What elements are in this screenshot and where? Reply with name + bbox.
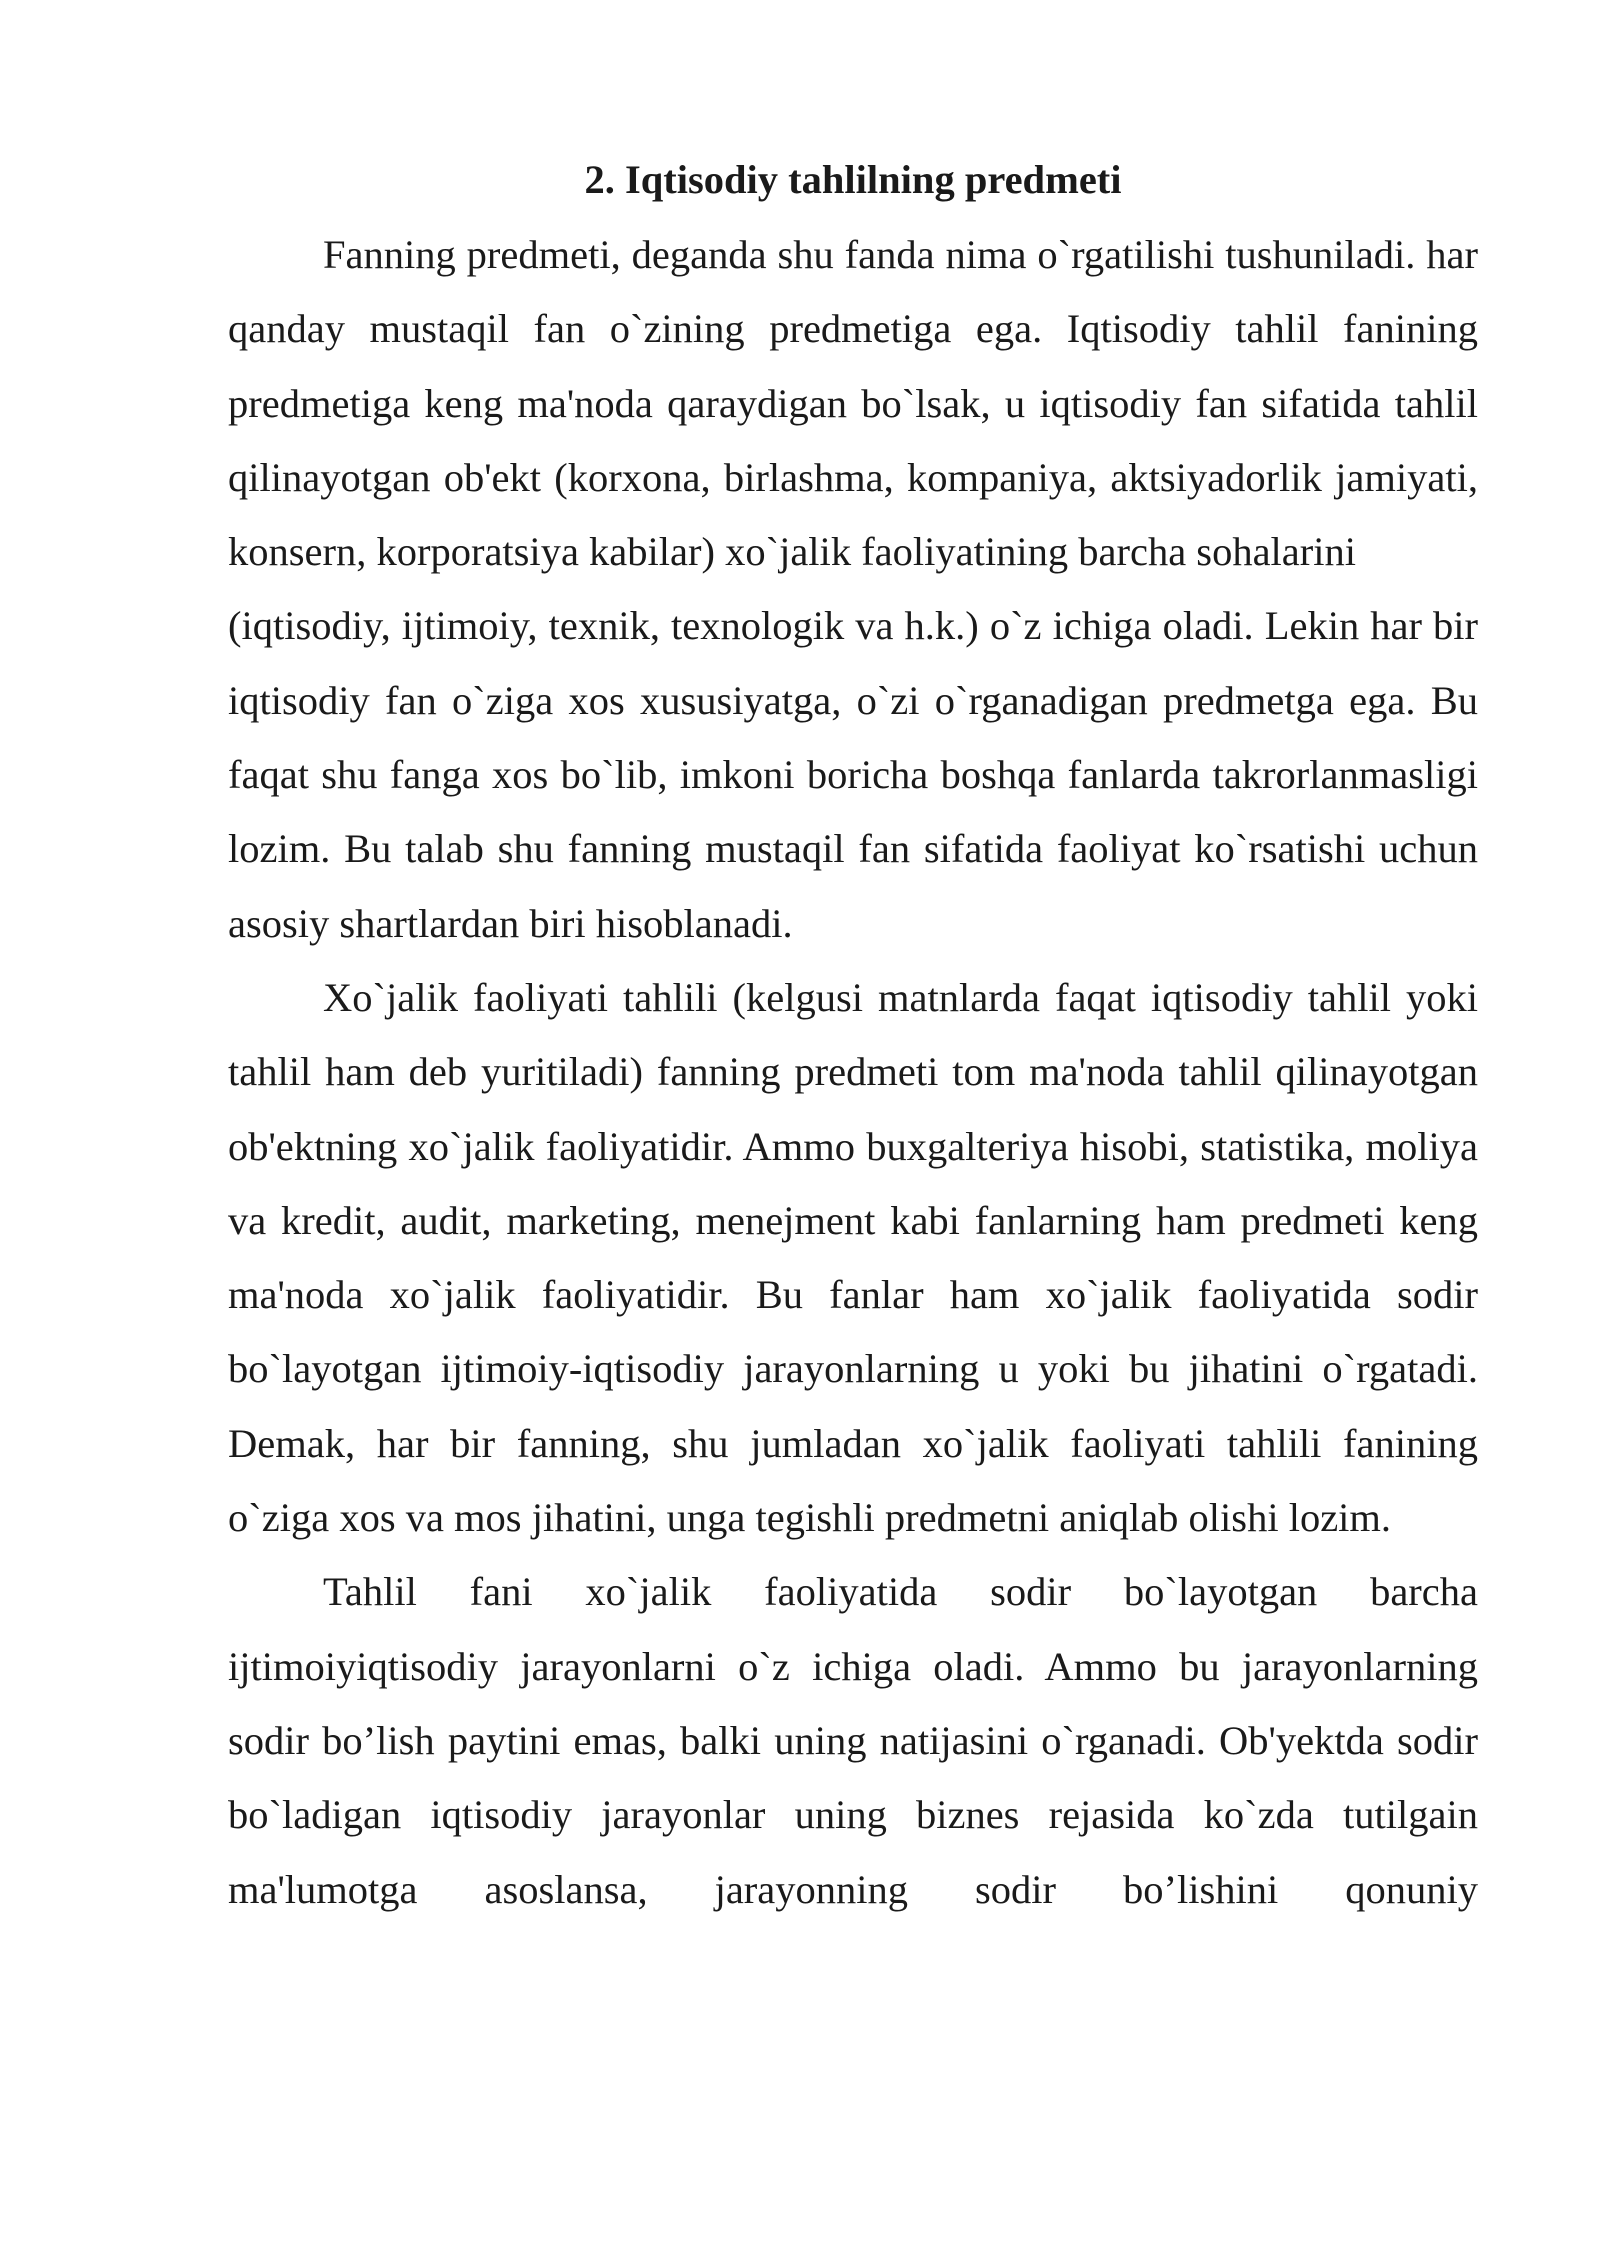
paragraph-4: Tahlil fani xo`jalik faoliyatida sodir bo`layotgan barcha ijtimoiyiqtisodiy jarayonlarni o`z ichiga oladi. Ammo bu jarayonlarning sodir bo’lish paytini emas, balki uning natijasini o`rganadi. Ob'yektda sodir bo`ladigan iqtisodiy jarayonlar uning biznes rejasida ko`zda tutilgain ma'lumotga asoslansa, jarayonning sodir bo’lishini qonuniy [228,1569,1478,1912]
section-title: 2. Iqtisodiy tahlilning predmeti [584,157,1122,202]
paragraph-1: Fanning predmeti, deganda shu fanda nima o`rgatilishi tushuniladi. har qanday mustaqil fan o`zining predmetiga ega. Iqtisodiy tahlil fanining predmetiga keng ma'noda qaraydigan bo`lsak, u iqtisodiy fan sifatida tahlil qilinayotgan ob'ekt (korxona, birlashma, kompaniya, aktsiyadorlik jamiyati, konsern, korporatsiya kabilar) xo`jalik faoliyatining barcha sohalarini [228,232,1478,575]
document-page [228,150,1478,1927]
paragraph-2: (iqtisodiy, ijtimoiy, texnik, texnologik va h.k.) o`z ichiga oladi. Lekin har bir iqtisodiy fan o`ziga xos xususiyatga, o`zi o`rganadigan predmetga ega. Bu faqat shu fanga xos bo`lib, imkoni boricha boshqa fanlarda takrorlanmasligi lozim. Bu talab shu fanning mustaqil fan sifatida faoliyat ko`rsatishi uchun asosiy shartlardan biri hisoblanadi. [228,603,1478,946]
paragraph-3: Xo`jalik faoliyati tahlili (kelgusi matnlarda faqat iqtisodiy tahlil yoki tahlil ham deb yuritiladi) fanning predmeti tom ma'noda tahlil qilinayotgan ob'ektning xo`jalik faoliyatidir. Ammo buxgalteriya hisobi, statistika, moliya va kredit, audit, marketing, menejment kabi fanlarning ham predmeti keng ma'noda xo`jalik faoliyatidir. Bu fanlar ham xo`jalik faoliyatida sodir bo`layotgan ijtimoiy-iqtisodiy jarayonlarning u yoki bu jihatini o`rgatadi. Demak, har bir fanning, shu jumladan xo`jalik faoliyati tahlili fanining o`ziga xos va mos jihatini, unga tegishli predmetni aniqlab olishi lozim. [228,974,1478,1541]
